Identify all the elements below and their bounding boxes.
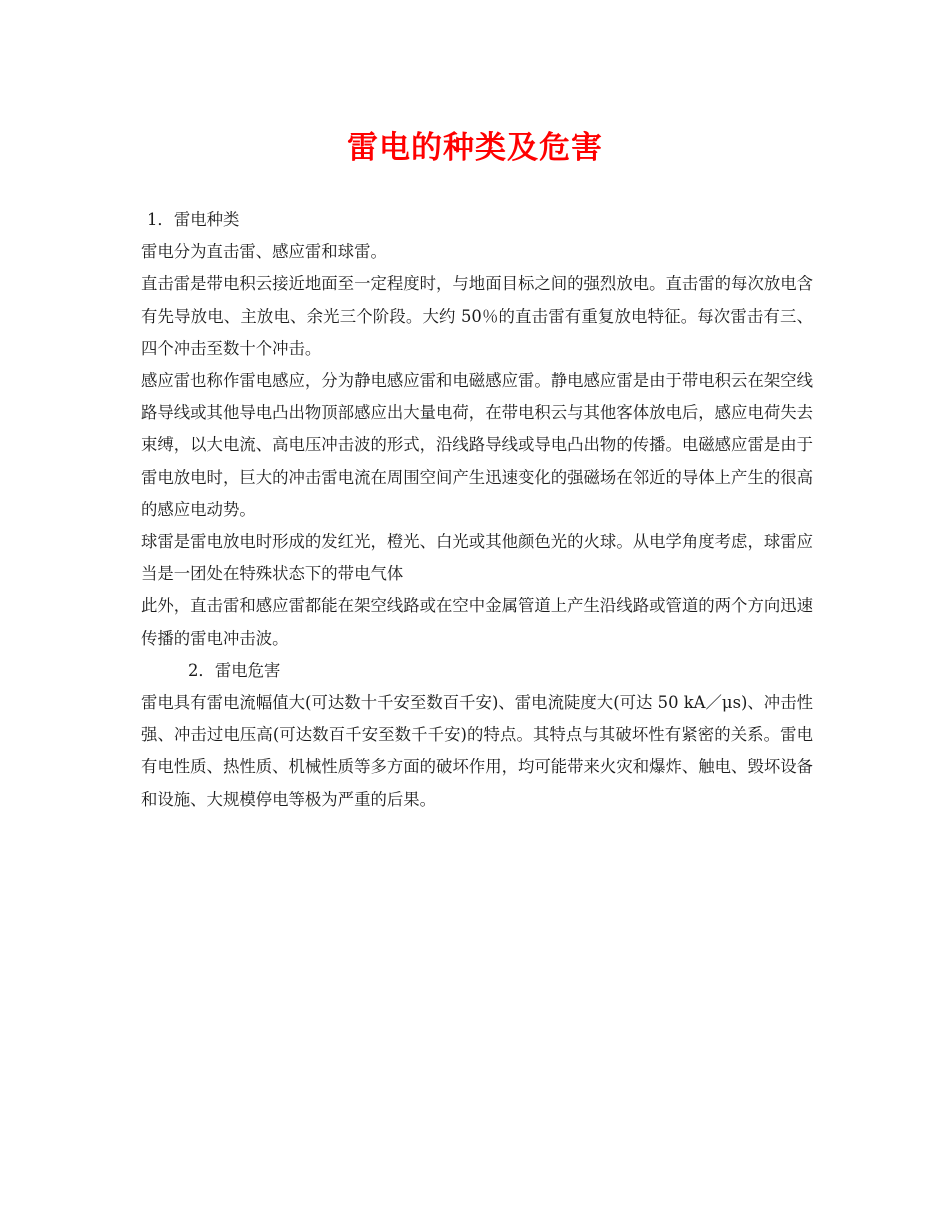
paragraph-types-overview: 雷电分为直击雷、感应雷和球雷。 (141, 242, 387, 262)
paragraph-direct-lightning: 直击雷是带电积云接近地面至一定程度时，与地面目标之间的强烈放电。直击雷的每次放电含有先导放电、主放电、余光三个阶段。大约 50％的直击雷有重复放电特征。每次雷击有三、四个冲击至数十个冲击。 (141, 274, 814, 358)
section-heading-types: 1．雷电种类 (147, 210, 240, 229)
document-body (141, 204, 813, 816)
section-heading-hazards: 2．雷电危害 (188, 660, 281, 680)
paragraph-induced-lightning: 感应雷也称作雷电感应，分为静电感应雷和电磁感应雷。静电感应雷是由于带电积云在架空线路导线或其他导电凸出物顶部感应出大量电荷，在带电积云与其他客体放电后，感应电荷失去束缚，以大电流、高电压冲击波的形式，沿线路导线或导电凸出物的传播。电磁感应雷是由于雷电放电时，巨大的冲击雷电流在周围空间产生迅速变化的强磁场在邻近的导体上产生的很高的感应电动势。 (141, 371, 814, 519)
paragraph-surge-wave: 此外，直击雷和感应雷都能在架空线路或在空中金属管道上产生沿线路或管道的两个方向迅速传播的雷电冲击波。 (141, 596, 814, 648)
paragraph-hazards: 雷电具有雷电流幅值大(可达数十千安至数百千安)、雷电流陡度大(可达 50 kA／μs)、冲击性强、冲击过电压高(可达数百千安至数千千安)的特点。其特点与其破坏性有紧密的关系。雷电有电性质、热性质、机械性质等多方面的破坏作用，均可能带来火灾和爆炸、触电、毁坏设备和设施、大规模停电等极为严重的后果。 (141, 693, 814, 809)
paragraph-ball-lightning: 球雷是雷电放电时形成的发红光，橙光、白光或其他颜色光的火球。从电学角度考虑，球雷应当是一团处在特殊状态下的带电气体 (141, 532, 814, 584)
page-title: 雷电的种类及危害 (347, 130, 603, 166)
